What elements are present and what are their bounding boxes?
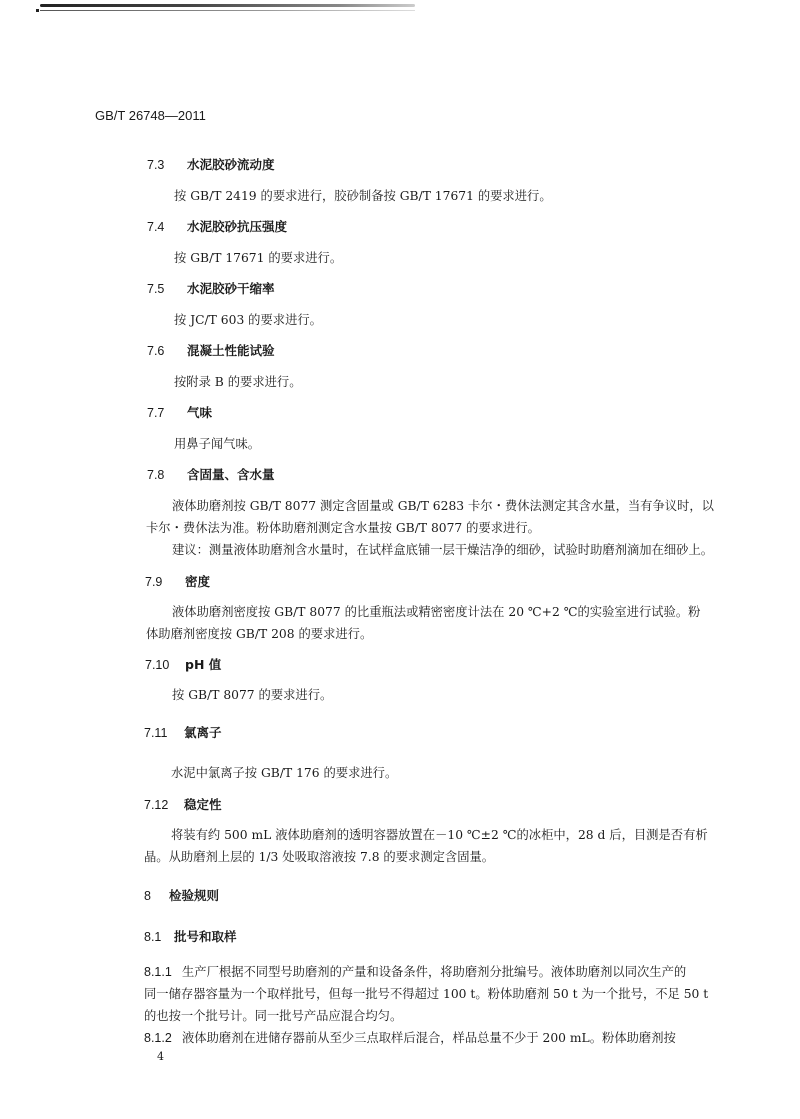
section-number: 7.12 [144, 798, 169, 812]
section-title: 混凝土性能试验 [187, 343, 275, 358]
section-number: 7.3 [147, 158, 165, 172]
section-title: 稳定性 [184, 797, 222, 812]
top-rule [40, 4, 415, 7]
section-number: 7.5 [147, 282, 165, 296]
section-heading-7-5 [147, 279, 275, 297]
section-heading-7-10 [145, 655, 221, 673]
section-title: 氯离子 [184, 725, 222, 740]
section-heading-7-8 [147, 465, 275, 483]
paragraph-7-3: 按 GB/T 2419 的要求进行，胶砂制备按 GB/T 17671 的要求进行。 [174, 189, 552, 203]
section-heading-7-6 [147, 341, 275, 359]
paragraph-7-6: 按附录 B 的要求进行。 [174, 375, 302, 389]
clause-number: 8.1.2 [144, 1031, 172, 1045]
section-heading-8-1 [144, 927, 237, 945]
paragraph-7-12-line1: 将装有约 500 mL 液体助磨剂的透明容器放置在－10 ℃±2 ℃的冰柜中，28 d 后，目测是否有析 [171, 828, 708, 842]
section-title: 检验规则 [169, 888, 220, 903]
paragraph-8-1-2-line1 [144, 1028, 676, 1046]
section-number: 8 [144, 889, 151, 903]
paragraph-7-5: 按 JC/T 603 的要求进行。 [174, 313, 322, 327]
section-title: 水泥胶砂抗压强度 [187, 219, 288, 234]
section-number: 7.6 [147, 344, 165, 358]
section-title: 气味 [187, 405, 213, 420]
section-number: 8.1 [144, 930, 162, 944]
section-title: 批号和取样 [174, 929, 237, 944]
section-number: 7.8 [147, 468, 165, 482]
paragraph-7-11: 水泥中氯离子按 GB/T 176 的要求进行。 [171, 766, 398, 780]
section-title: 水泥胶砂干缩率 [187, 281, 275, 296]
section-number: 7.4 [147, 220, 165, 234]
paragraph-7-7: 用鼻子闻气味。 [174, 437, 261, 451]
section-title: 密度 [185, 574, 211, 589]
section-heading-7-9 [145, 572, 210, 590]
clause-number: 8.1.1 [144, 965, 172, 979]
page-number: 4 [157, 1050, 164, 1063]
scan-artifact [36, 9, 39, 12]
section-heading-7-12 [144, 795, 222, 813]
section-title: 含固量、含水量 [187, 467, 275, 482]
section-title: pH 值 [185, 657, 222, 672]
paragraph-7-12-line2: 晶。从助磨剂上层的 1/3 处吸取溶液按 7.8 的要求测定含固量。 [144, 850, 495, 864]
clause-text: 液体助磨剂在进储存器前从至少三点取样后混合，样品总量不少于 200 mL。粉体助磨剂按 [182, 1031, 676, 1045]
section-heading-7-7 [147, 403, 212, 421]
section-heading-7-11 [144, 723, 222, 741]
paragraph-8-1-1-line2: 同一储存器容量为一个取样批号，但每一批号不得超过 100 t。粉体助磨剂 50 t 为一个批号，不足 50 t [144, 987, 709, 1001]
paragraph-7-10: 按 GB/T 8077 的要求进行。 [172, 688, 333, 702]
section-number: 7.10 [145, 658, 170, 672]
section-heading-7-3 [147, 155, 275, 173]
section-number: 7.11 [144, 726, 168, 740]
section-heading-8 [144, 886, 219, 904]
standard-code: GB/T 26748—2011 [95, 108, 206, 123]
clause-text: 生产厂根据不同型号助磨剂的产量和设备条件，将助磨剂分批编号。液体助磨剂以同次生产的 [182, 965, 687, 979]
paragraph-8-1-1-line3: 的也按一个批号计。同一批号产品应混合均匀。 [144, 1009, 403, 1023]
paragraph-7-9-line2: 体助磨剂密度按 GB/T 208 的要求进行。 [146, 627, 373, 641]
section-heading-7-4 [147, 217, 287, 235]
paragraph-8-1-1-line1 [144, 962, 686, 980]
paragraph-7-8-line2: 卡尔・费休法为准。粉体助磨剂测定含水量按 GB/T 8077 的要求进行。 [146, 521, 540, 535]
top-rule-thin [40, 10, 415, 11]
section-number: 7.9 [145, 575, 163, 589]
section-title: 水泥胶砂流动度 [187, 157, 275, 172]
paragraph-7-8-line1: 液体助磨剂按 GB/T 8077 测定含固量或 GB/T 6283 卡尔・费休法测定其含水量，当有争议时，以 [172, 499, 714, 513]
section-number: 7.7 [147, 406, 165, 420]
paragraph-7-8-note: 建议：测量液体助磨剂含水量时，在试样盒底铺一层干燥洁净的细砂，试验时助磨剂滴加在细砂上。 [172, 543, 714, 557]
paragraph-7-9-line1: 液体助磨剂密度按 GB/T 8077 的比重瓶法或精密密度计法在 20 ℃+2 ℃的实验室进行试验。粉 [172, 605, 701, 619]
paragraph-7-4: 按 GB/T 17671 的要求进行。 [174, 251, 343, 265]
